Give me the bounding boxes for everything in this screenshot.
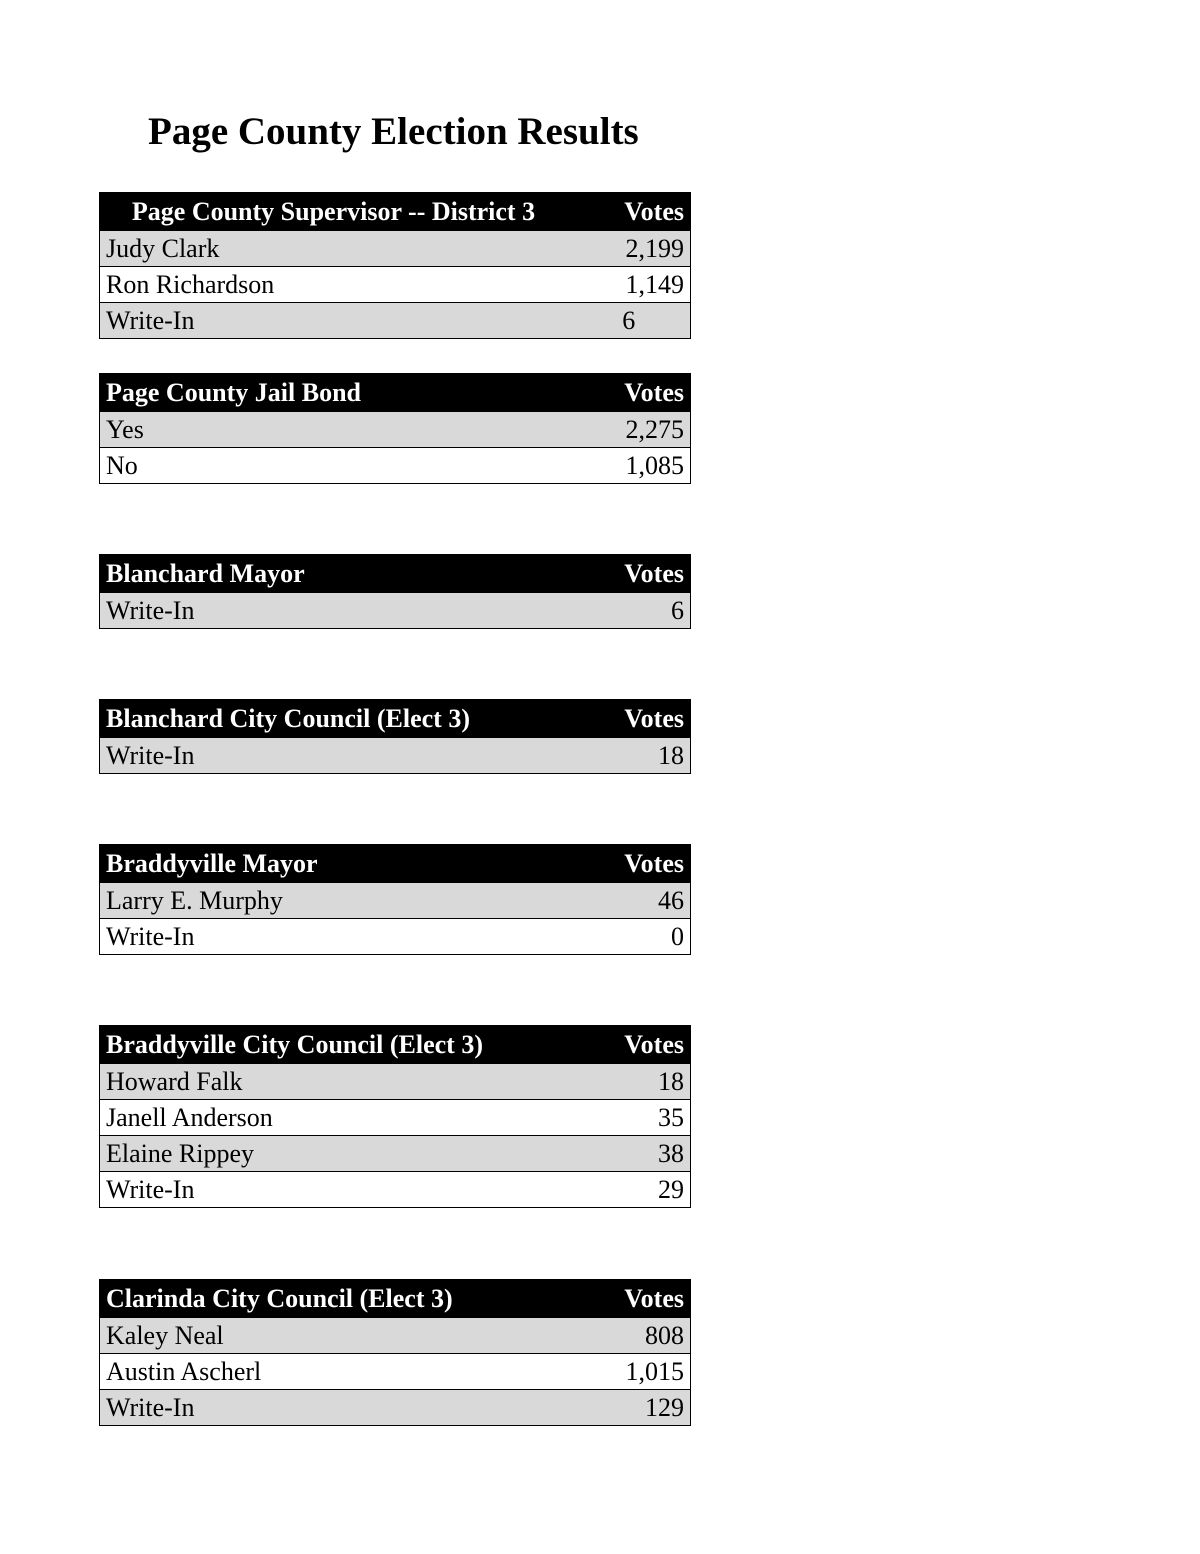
vote-count: 35 xyxy=(568,1100,691,1136)
table-row xyxy=(100,231,691,267)
table-row xyxy=(100,412,691,448)
vote-count: 0 xyxy=(568,919,691,955)
table-header-row xyxy=(100,845,691,883)
table-row xyxy=(100,1318,691,1354)
table-row xyxy=(100,738,691,774)
table-row xyxy=(100,267,691,303)
candidate-name: Larry E. Murphy xyxy=(100,883,568,919)
candidate-name: Austin Ascherl xyxy=(100,1354,568,1390)
race-title: Blanchard City Council (Elect 3) xyxy=(100,700,568,738)
results-table-clarinda-city-council xyxy=(99,1279,691,1426)
vote-count: 18 xyxy=(568,1064,691,1100)
candidate-name: Howard Falk xyxy=(100,1064,568,1100)
results-table-supervisor-district-3 xyxy=(99,192,691,339)
candidate-name: Write-In xyxy=(100,919,568,955)
table-header-row xyxy=(100,1280,691,1318)
table-row xyxy=(100,1100,691,1136)
results-table-blanchard-city-council xyxy=(99,699,691,774)
table-header-row xyxy=(100,555,691,593)
candidate-name: Kaley Neal xyxy=(100,1318,568,1354)
results-table-braddyville-mayor xyxy=(99,844,691,955)
candidate-name: Write-In xyxy=(100,738,568,774)
vote-count: 18 xyxy=(568,738,691,774)
votes-column-header: Votes xyxy=(568,1026,691,1064)
candidate-name: Write-In xyxy=(100,593,568,629)
table-header-row xyxy=(100,1026,691,1064)
votes-column-header: Votes xyxy=(568,193,691,231)
candidate-name: Write-In xyxy=(100,1172,568,1208)
votes-column-header: Votes xyxy=(568,555,691,593)
table-row xyxy=(100,1064,691,1100)
candidate-name: Janell Anderson xyxy=(100,1100,568,1136)
table-row xyxy=(100,303,691,339)
race-title: Clarinda City Council (Elect 3) xyxy=(100,1280,568,1318)
vote-count: 29 xyxy=(568,1172,691,1208)
vote-count: 1,015 xyxy=(568,1354,691,1390)
vote-count: 2,275 xyxy=(568,412,691,448)
race-title: Blanchard Mayor xyxy=(100,555,568,593)
race-title: Braddyville City Council (Elect 3) xyxy=(100,1026,568,1064)
table-header-row xyxy=(100,193,691,231)
votes-column-header: Votes xyxy=(568,845,691,883)
votes-column-header: Votes xyxy=(568,700,691,738)
candidate-name: Yes xyxy=(100,412,568,448)
vote-count: 808 xyxy=(568,1318,691,1354)
page-title: Page County Election Results xyxy=(148,110,639,153)
table-row xyxy=(100,1172,691,1208)
candidate-name: Write-In xyxy=(100,303,568,339)
candidate-name: Elaine Rippey xyxy=(100,1136,568,1172)
table-row xyxy=(100,448,691,484)
vote-count: 129 xyxy=(568,1390,691,1426)
vote-count: 6 xyxy=(568,303,691,339)
table-row xyxy=(100,593,691,629)
votes-column-header: Votes xyxy=(568,374,691,412)
candidate-name: Ron Richardson xyxy=(100,267,568,303)
results-table-jail-bond xyxy=(99,373,691,484)
table-row xyxy=(100,1354,691,1390)
candidate-name: Write-In xyxy=(100,1390,568,1426)
table-header-row xyxy=(100,700,691,738)
table-row xyxy=(100,919,691,955)
vote-count: 1,085 xyxy=(568,448,691,484)
table-row xyxy=(100,1390,691,1426)
race-title: Page County Jail Bond xyxy=(100,374,568,412)
vote-count: 6 xyxy=(568,593,691,629)
vote-count: 2,199 xyxy=(568,231,691,267)
vote-count: 1,149 xyxy=(568,267,691,303)
table-row xyxy=(100,1136,691,1172)
votes-column-header: Votes xyxy=(568,1280,691,1318)
table-header-row xyxy=(100,374,691,412)
vote-count: 38 xyxy=(568,1136,691,1172)
race-title: Braddyville Mayor xyxy=(100,845,568,883)
table-row xyxy=(100,883,691,919)
vote-count: 46 xyxy=(568,883,691,919)
results-table-blanchard-mayor xyxy=(99,554,691,629)
race-title: Page County Supervisor -- District 3 xyxy=(100,193,568,231)
candidate-name: Judy Clark xyxy=(100,231,568,267)
results-table-braddyville-city-council xyxy=(99,1025,691,1208)
candidate-name: No xyxy=(100,448,568,484)
